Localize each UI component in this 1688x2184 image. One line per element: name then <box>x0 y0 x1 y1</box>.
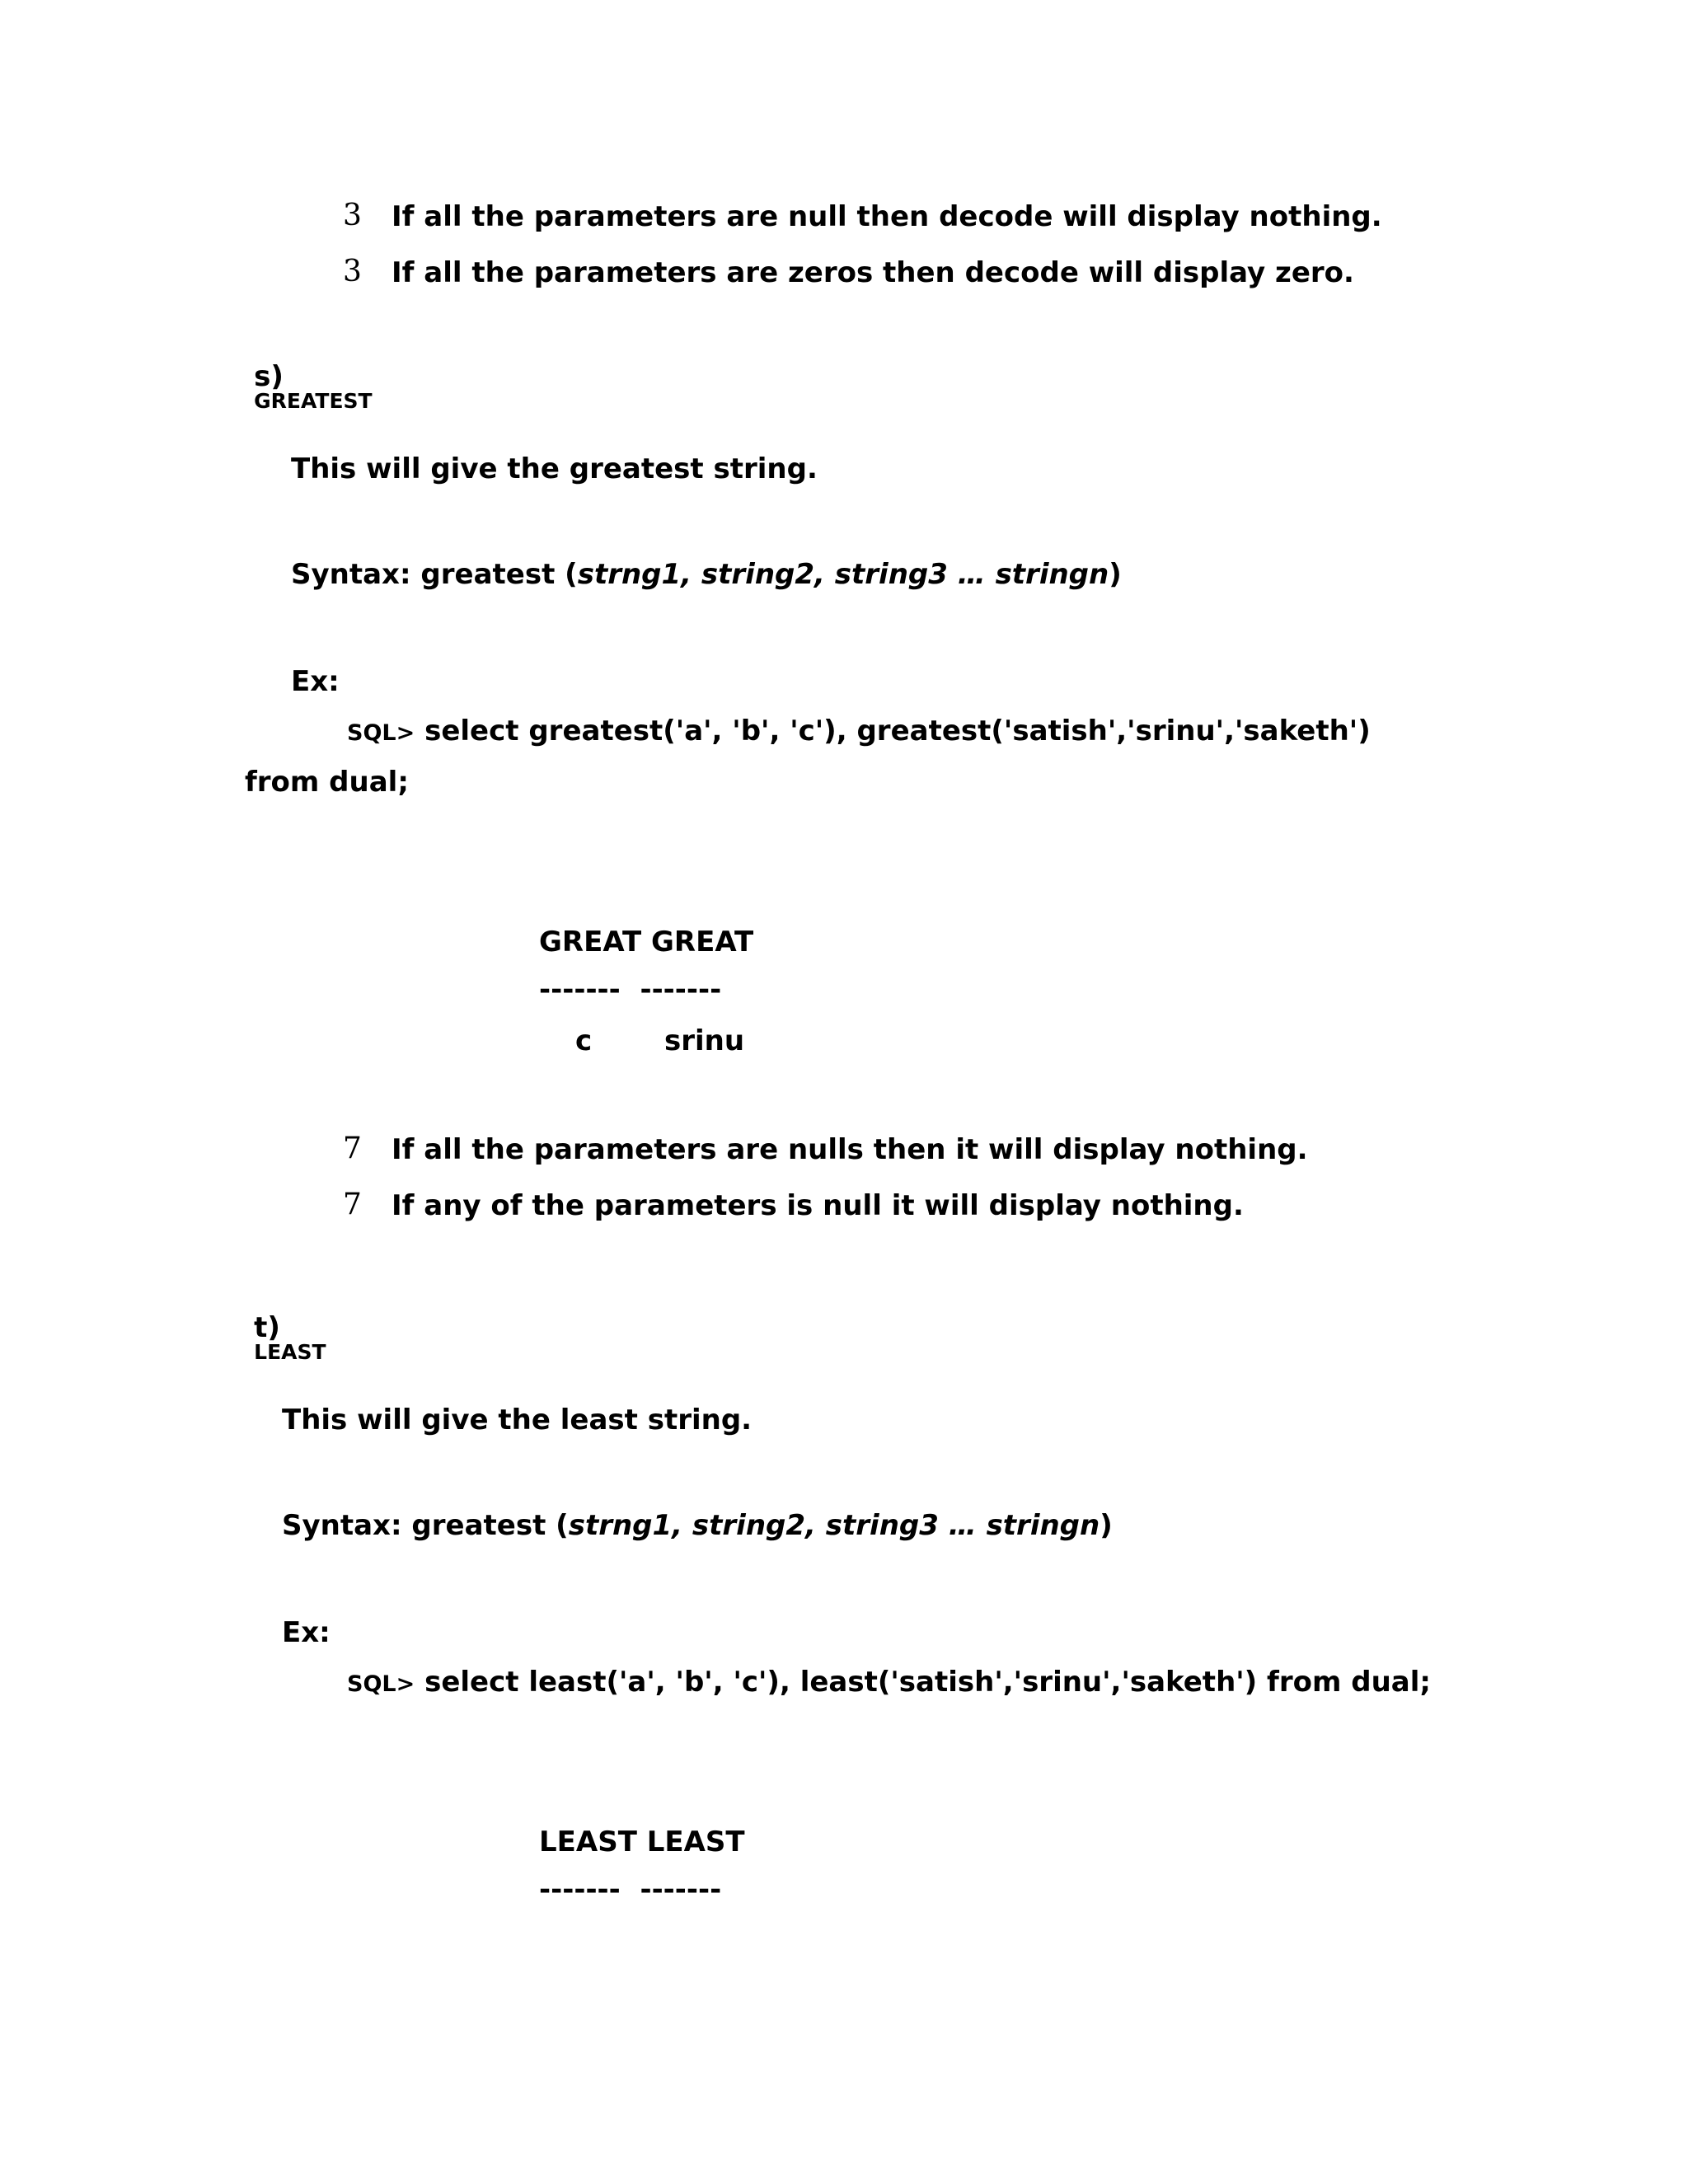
section-letter: t) <box>254 1311 280 1344</box>
query-text: select least('a', 'b', 'c'), least('satish','srinu','saketh') from dual; <box>424 1666 1431 1699</box>
sql-prompt: SQL> <box>347 1671 415 1697</box>
section-heading-greatest <box>245 349 373 411</box>
section-title: GREATEST <box>254 389 373 413</box>
greatest-syntax <box>291 558 1122 591</box>
result-rule: ------- ------- <box>539 973 722 1006</box>
bullet-marker: 7 <box>343 1188 362 1221</box>
syntax-close: ) <box>1100 1509 1113 1542</box>
bullet-marker: 7 <box>343 1132 362 1165</box>
syntax-args: strng1, string2, string3 … stringn <box>568 1509 1100 1542</box>
syntax-label: Syntax: greatest ( <box>282 1509 569 1542</box>
least-syntax <box>282 1511 1113 1540</box>
example-label: Ex: <box>282 1616 331 1649</box>
syntax-label: Syntax: greatest ( <box>291 558 578 591</box>
query-continuation: from dual; <box>245 766 409 799</box>
section-heading-least <box>245 1301 326 1362</box>
greatest-note-1: If all the parameters are nulls then it will display nothing. <box>392 1133 1308 1166</box>
decode-note-1: If all the parameters are null then decode will display nothing. <box>392 200 1382 233</box>
least-description: This will give the least string. <box>282 1404 753 1436</box>
greatest-description: This will give the greatest string. <box>291 452 818 485</box>
result-header: GREAT GREAT <box>539 926 754 958</box>
result-rule: ------- ------- <box>539 1873 722 1906</box>
syntax-args: strng1, string2, string3 … stringn <box>577 558 1109 591</box>
bullet-marker: 3 <box>343 199 362 232</box>
query-text: select greatest('a', 'b', 'c'), greatest('satish','srinu','saketh') <box>424 715 1371 748</box>
least-query <box>347 1666 1431 1699</box>
greatest-query <box>347 715 1371 748</box>
result-header: LEAST LEAST <box>539 1825 745 1858</box>
result-cell-2: srinu <box>664 1024 745 1057</box>
greatest-note-2: If any of the parameters is null it will display nothing. <box>392 1189 1244 1222</box>
result-cell-1: c <box>575 1024 593 1057</box>
section-letter: s) <box>254 360 284 393</box>
sql-prompt: SQL> <box>347 720 415 746</box>
example-label: Ex: <box>291 665 340 698</box>
section-title: LEAST <box>254 1340 326 1364</box>
bullet-marker: 3 <box>343 255 362 288</box>
decode-note-2: If all the parameters are zeros then decode will display zero. <box>392 256 1354 289</box>
syntax-close: ) <box>1109 558 1122 591</box>
